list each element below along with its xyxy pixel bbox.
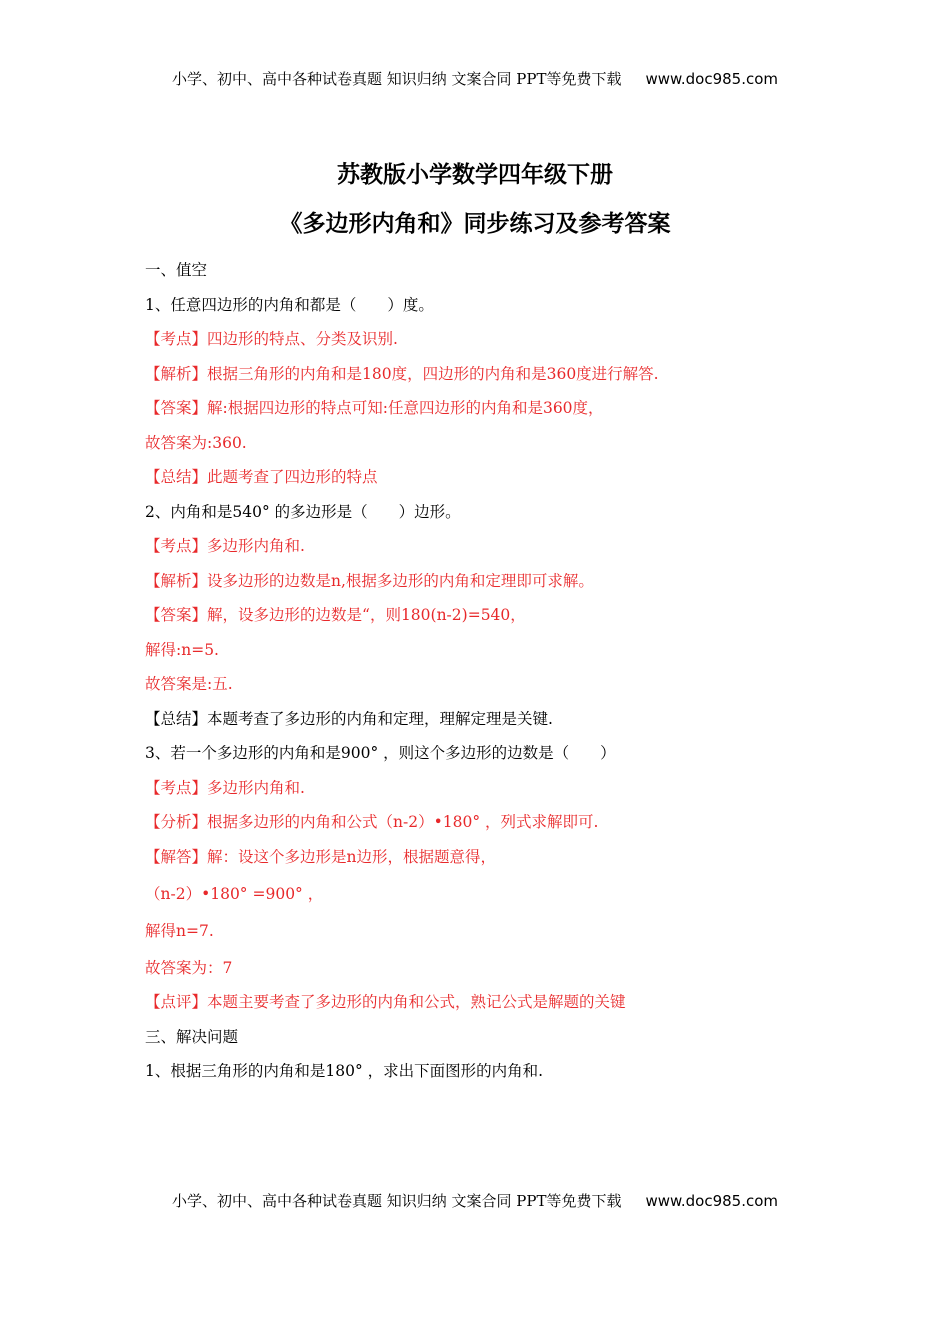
q3-jieda-3: 解得n=7. — [145, 921, 214, 940]
q2-question: 2、内角和是540° 的多边形是（ ）边形。 — [145, 502, 461, 521]
q3-fenxi-tag: 【分析】 — [145, 813, 208, 831]
q3-kaodian-tag: 【考点】 — [145, 778, 208, 797]
q1-question: 1、任意四边形的内角和都是（ ）度。 — [145, 295, 434, 314]
q3-jieda-tag: 【解答】 — [145, 847, 208, 866]
header-site: www.doc985.com — [645, 70, 779, 88]
q3-dianping — [145, 990, 825, 1025]
q1-daan-2: 故答案为:360. — [145, 433, 247, 452]
q3-jieda-4: 故答案为：7 — [145, 958, 233, 977]
doc-title-line2: 《多边形内角和》同步练习及参考答案 — [279, 211, 671, 237]
q2-daan-3: 故答案是:五. — [145, 675, 233, 693]
q2-jiexi-text: 设多边形的边数是n,根据多边形的内角和定理即可求解。 — [207, 571, 594, 590]
q1-zongjie-text: 此题考查了四边形的特点 — [207, 468, 378, 486]
q1-jiexi-text: 根据三角形的内角和是180度，四边形的内角和是360度进行解答. — [207, 364, 659, 383]
q2-jiexi-tag: 【解析】 — [145, 571, 208, 590]
q2-kaodian-tag: 【考点】 — [145, 537, 208, 555]
q1-jiexi — [145, 362, 825, 397]
header-text: 小学、初中、高中各种试卷真题 知识归纳 文案合同 PPT等免费下载 — [171, 70, 622, 88]
page-header — [0, 68, 950, 89]
q1-kaodian-text: 四边形的特点、分类及识别. — [207, 330, 398, 348]
q1-zongjie — [145, 465, 825, 500]
q2-daan-tag: 【答案】 — [145, 606, 208, 624]
q2-daan-2: 解得:n=5. — [145, 640, 219, 659]
q3-fenxi — [145, 810, 825, 845]
q1-zongjie-tag: 【总结】 — [145, 468, 208, 486]
q3-jieda — [145, 845, 825, 882]
q2-kaodian-text: 多边形内角和. — [207, 537, 305, 555]
q2-zongjie-tag: 【总结】 — [145, 709, 208, 728]
q1-daan — [145, 396, 825, 431]
q3-question: 3、若一个多边形的内角和是900° ，则这个多边形的边数是（ ） — [145, 744, 616, 762]
q2-zongjie-text: 本题考查了多边形的内角和定理，理解定理是关键. — [207, 709, 553, 728]
q1-daan-text: 解:根据四边形的特点可知:任意四边形的内角和是360度， — [207, 399, 604, 417]
page-footer — [0, 1190, 950, 1211]
q2-jiexi — [145, 569, 825, 604]
section1-heading: 一、值空 — [145, 261, 208, 279]
q1-jiexi-tag: 【解析】 — [145, 364, 208, 383]
q2-zongjie — [145, 707, 825, 742]
q3-jieda-2: （n-2）•180° =900° ， — [145, 884, 324, 903]
doc-title-line1: 苏教版小学数学四年级下册 — [337, 162, 613, 188]
q3-dianping-text: 本题主要考查了多边形的内角和公式，熟记公式是解题的关键 — [207, 993, 626, 1011]
section3-heading: 三、解决问题 — [145, 1027, 239, 1046]
q1-kaodian-tag: 【考点】 — [145, 330, 208, 348]
footer-text: 小学、初中、高中各种试卷真题 知识归纳 文案合同 PPT等免费下载 — [171, 1192, 622, 1210]
q1-daan-tag: 【答案】 — [145, 399, 208, 417]
q2-daan — [145, 603, 825, 638]
q3-kaodian — [145, 776, 825, 811]
q2-kaodian — [145, 534, 825, 569]
q3-fenxi-text: 根据多边形的内角和公式（n-2）•180° ，列式求解即可. — [207, 813, 599, 831]
q3-jieda-text: 解：设这个多边形是n边形，根据题意得， — [207, 847, 496, 866]
section3-q1: 1、根据三角形的内角和是180° ，求出下面图形的内角和. — [145, 1062, 544, 1080]
q2-daan-text: 解，设多边形的边数是“，则180(n-2)=540， — [207, 606, 526, 624]
footer-site: www.doc985.com — [645, 1192, 779, 1210]
document-body — [145, 258, 825, 1094]
q1-kaodian — [145, 327, 825, 362]
q3-dianping-tag: 【点评】 — [145, 993, 208, 1011]
q3-kaodian-text: 多边形内角和. — [207, 778, 305, 797]
